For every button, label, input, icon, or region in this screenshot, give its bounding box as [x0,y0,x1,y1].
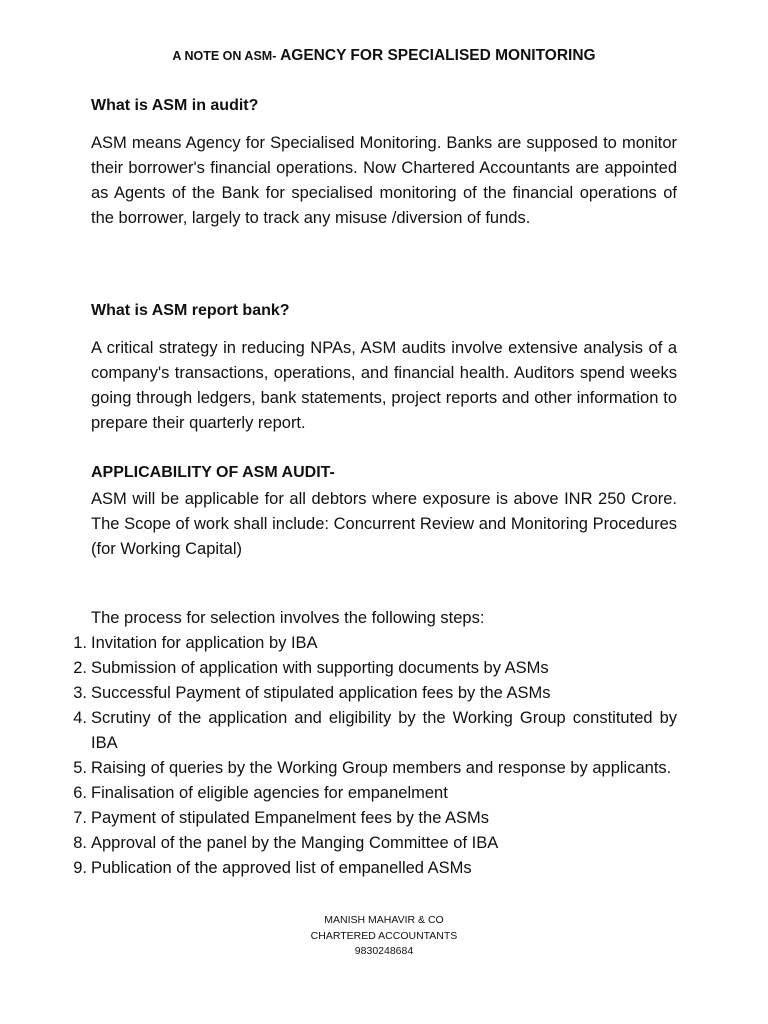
process-intro: The process for selection involves the following steps: [91,609,485,627]
section-heading-asm-report-bank: What is ASM report bank? [91,302,290,319]
list-item [55,706,677,756]
step-number: 8. [73,834,87,852]
step-text: Publication of the approved list of empanelled ASMs [91,859,472,877]
footer-phone: 9830248684 [354,945,414,957]
list-item [55,756,677,781]
list-item [55,831,677,856]
step-text: Invitation for application by IBA [91,634,318,652]
section-body-asm-in-audit: ASM means Agency for Specialised Monitoring. Banks are supposed to monitor their borrower's financial operations. Now Chartered Accountants are appointed as Agents of the Bank for specialised monitoring of the financial operations of the borrower, largely to track any misuse /diversion of funds. [91,134,677,227]
list-item [55,856,677,881]
step-number: 4. [73,709,87,727]
footer-designation: CHARTERED ACCOUNTANTS [310,929,458,942]
section-body-asm-report-bank: A critical strategy in reducing NPAs, ASM audits involve extensive analysis of a company's transactions, operations, and financial health. Auditors spend weeks going through ledgers, bank statements, project reports and other information to prepare their quarterly report. [91,339,677,432]
step-text: Submission of application with supporting documents by ASMs [91,659,549,677]
step-text: Raising of queries by the Working Group members and response by applicants. [91,759,672,777]
step-text: Approval of the panel by the Manging Committee of IBA [91,834,499,852]
title-prefix: A NOTE ON ASM- [172,49,277,63]
process-steps-list [55,631,677,881]
step-text: Successful Payment of stipulated application fees by the ASMs [91,684,551,702]
document-title [0,47,768,65]
section-body-applicability: ASM will be applicable for all debtors where exposure is above INR 250 Crore. The Scope of work shall include: Concurrent Review and Monitoring Procedures (for Working Capital) [91,490,677,558]
document-footer [0,913,768,960]
step-text: Finalisation of eligible agencies for empanelment [91,784,448,802]
step-number: 5. [73,759,87,777]
title-main: AGENCY FOR SPECIALISED MONITORING [276,47,596,64]
list-item [55,656,677,681]
step-number: 2. [73,659,87,677]
step-text: Payment of stipulated Empanelment fees by the ASMs [91,809,490,827]
step-number: 7. [73,809,87,827]
list-item [55,681,677,706]
list-item [55,781,677,806]
step-number: 6. [73,784,87,802]
footer-firm-name: MANISH MAHAVIR & CO [324,914,444,926]
list-item [55,631,677,656]
list-item [55,806,677,831]
section-heading-asm-in-audit: What is ASM in audit? [91,97,259,114]
section-heading-applicability: APPLICABILITY OF ASM AUDIT- [91,464,335,481]
step-number: 3. [73,684,87,702]
step-text: Scrutiny of the application and eligibility by the Working Group constituted by IBA [91,709,677,752]
step-number: 1. [73,634,87,652]
step-number: 9. [73,859,87,877]
